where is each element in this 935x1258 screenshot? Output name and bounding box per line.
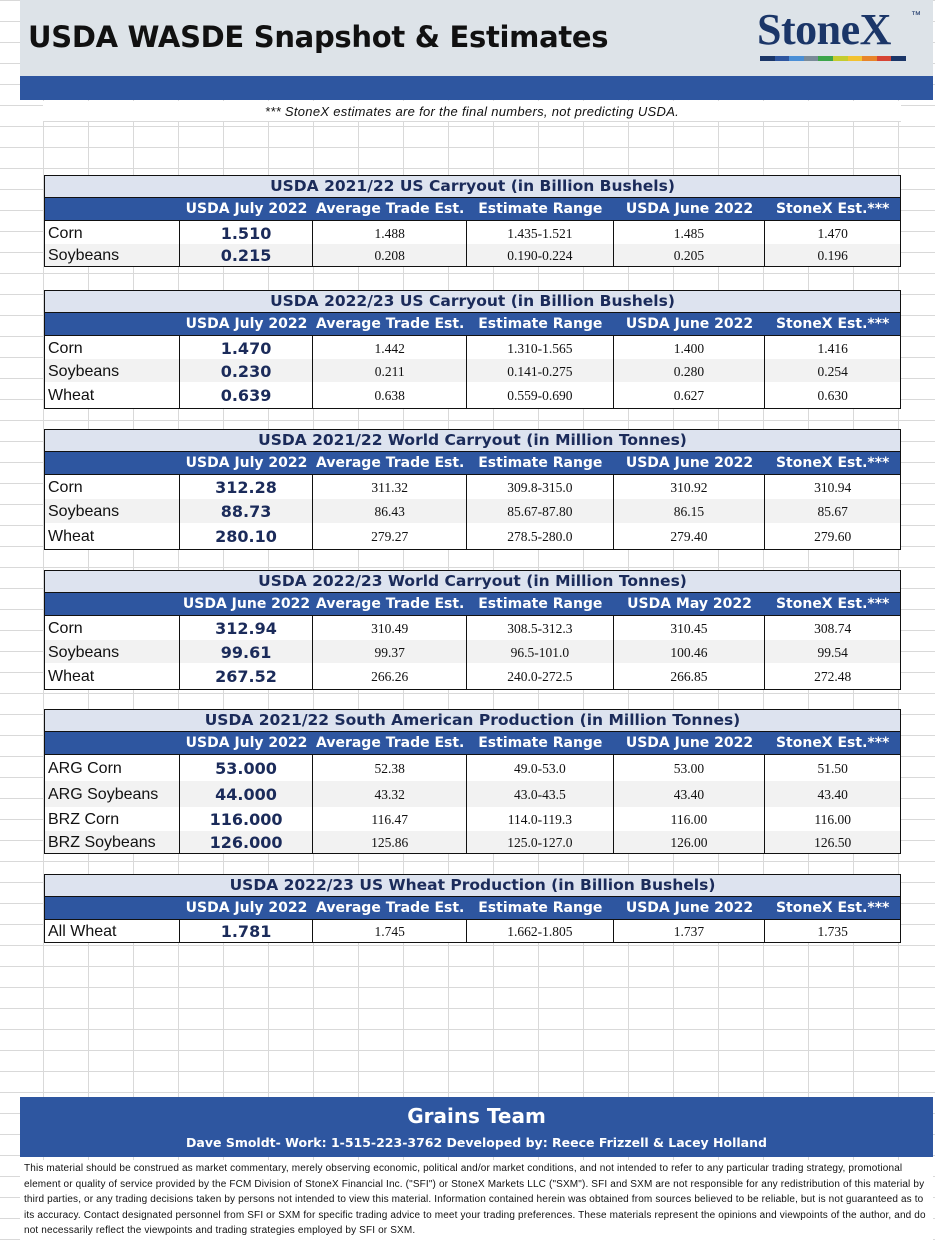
cell-label: Corn xyxy=(45,336,180,359)
logo-color-segment xyxy=(804,56,819,61)
column-header-avg-trade-est: Average Trade Est. xyxy=(316,900,465,916)
header-band xyxy=(20,76,933,100)
column-header-avg-trade-est: Average Trade Est. xyxy=(316,455,465,471)
table-row xyxy=(45,244,900,266)
cell-label: Wheat xyxy=(45,663,180,689)
cell-usda-prior: 0.627 xyxy=(614,382,766,408)
cell-usda-prior: 310.92 xyxy=(614,475,766,499)
column-header-avg-trade-est: Average Trade Est. xyxy=(316,596,465,612)
cell-stonex-est: 1.735 xyxy=(817,924,848,939)
logo-wordmark: StoneX xyxy=(757,5,891,54)
column-header-stonex-est: StoneX Est.*** xyxy=(775,735,890,751)
cell-avg-trade-est: 266.26 xyxy=(313,663,467,689)
cell-usda-prior: 126.00 xyxy=(614,831,766,853)
cell-avg-trade-est: 1.488 xyxy=(313,221,467,244)
cell-usda-prior: 279.40 xyxy=(614,523,766,549)
cell-estimate-range: 85.67-87.80 xyxy=(467,499,614,523)
cell-label: Wheat xyxy=(45,523,180,549)
cell-stonex-est: 126.50 xyxy=(814,835,852,850)
estimate-note: *** StoneX estimates are for the final numbers, not predicting USDA. xyxy=(43,101,901,122)
column-header-avg-trade-est: Average Trade Est. xyxy=(316,735,465,751)
table-header-row xyxy=(45,452,900,475)
table-row xyxy=(45,663,900,689)
cell-usda-prior: 1.400 xyxy=(614,336,766,359)
cell-stonex-est: 116.00 xyxy=(814,812,851,827)
cell-usda-current: 267.52 xyxy=(180,663,314,689)
table-row xyxy=(45,336,900,359)
cell-stonex-est: 0.254 xyxy=(817,364,848,379)
cell-stonex-est: 279.60 xyxy=(814,529,852,544)
column-header-usda-current: USDA July 2022 xyxy=(185,900,308,916)
cell-usda-prior: 43.40 xyxy=(614,781,766,807)
column-header-label xyxy=(45,313,180,335)
cell-stonex-est: 51.50 xyxy=(817,761,848,776)
cell-avg-trade-est: 310.49 xyxy=(313,616,467,640)
column-header-estimate-range: Estimate Range xyxy=(478,455,603,471)
cell-usda-current: 0.215 xyxy=(180,244,314,266)
estimates-table xyxy=(44,570,901,690)
cell-stonex-est: 0.196 xyxy=(817,248,848,263)
cell-estimate-range: 0.141-0.275 xyxy=(467,359,614,382)
table-row xyxy=(45,831,900,853)
column-header-usda-prior: USDA May 2022 xyxy=(627,596,752,612)
logo-trademark: ™ xyxy=(911,10,921,21)
cell-estimate-range: 43.0-43.5 xyxy=(467,781,614,807)
table-header-row xyxy=(45,732,900,755)
cell-usda-current: 0.230 xyxy=(180,359,314,382)
cell-label: All Wheat xyxy=(45,920,180,942)
cell-usda-current: 99.61 xyxy=(180,640,314,663)
cell-estimate-range: 1.435-1.521 xyxy=(467,221,614,244)
table-header-row xyxy=(45,198,900,221)
table-title: USDA 2022/23 US Carryout (in Billion Bushels) xyxy=(45,291,900,313)
cell-label: BRZ Soybeans xyxy=(45,831,180,853)
footer-banner xyxy=(20,1097,933,1157)
column-header-usda-current: USDA July 2022 xyxy=(185,455,308,471)
estimates-table xyxy=(44,709,901,854)
cell-estimate-range: 0.190-0.224 xyxy=(467,244,614,266)
column-header-usda-prior: USDA June 2022 xyxy=(625,201,754,217)
cell-usda-prior: 266.85 xyxy=(614,663,766,689)
cell-stonex-est: 43.40 xyxy=(817,787,848,802)
logo-color-segment xyxy=(833,56,848,61)
cell-usda-current: 1.510 xyxy=(180,221,314,244)
cell-usda-current: 116.000 xyxy=(180,807,314,831)
cell-estimate-range: 308.5-312.3 xyxy=(467,616,614,640)
table-title: USDA 2021/22 South American Production (in Million Tonnes) xyxy=(45,710,900,732)
logo-color-segment xyxy=(877,56,892,61)
column-header-estimate-range: Estimate Range xyxy=(478,900,603,916)
cell-stonex-est: 1.416 xyxy=(817,341,848,356)
cell-estimate-range: 1.662-1.805 xyxy=(467,920,614,942)
table-title: USDA 2021/22 World Carryout (in Million Tonnes) xyxy=(45,430,900,452)
table-title: USDA 2022/23 US Wheat Production (in Billion Bushels) xyxy=(45,875,900,897)
column-header-stonex-est: StoneX Est.*** xyxy=(775,201,890,217)
column-header-usda-current: USDA June 2022 xyxy=(182,596,311,612)
cell-usda-current: 312.28 xyxy=(180,475,314,499)
cell-usda-current: 0.639 xyxy=(180,382,314,408)
cell-usda-prior: 1.485 xyxy=(614,221,766,244)
cell-avg-trade-est: 0.211 xyxy=(313,359,467,382)
cell-usda-current: 312.94 xyxy=(180,616,314,640)
logo-color-segment xyxy=(789,56,804,61)
cell-avg-trade-est: 0.208 xyxy=(313,244,467,266)
table-row xyxy=(45,221,900,244)
disclaimer-text: This material should be construed as market commentary, merely observing economic, political and/or market conditions, and not intended to refer to any particular trading strategy, promotional element or quality of service provided by the FCM Division of StoneX Financial Inc. ("SFI") or StoneX Markets LLC ("SXM"). SFI and SXM are not responsible for any redistribution of this material by third parties, or any trading decisions taken by persons not intended to view this material. Information contained herein was obtained from sources believed to be reliable, but is not guaranteed as to its accuracy. Contact designated personnel from SFI or SXM for specific trading advice to meet your trading preferences. These materials represent the opinions and viewpoints of the author, and do not necessarily reflect the viewpoints and trading strategies employed by SFI or SXM. xyxy=(20,1160,933,1258)
cell-estimate-range: 114.0-119.3 xyxy=(467,807,614,831)
table-row xyxy=(45,359,900,382)
column-header-usda-current: USDA July 2022 xyxy=(185,316,308,332)
cell-usda-prior: 116.00 xyxy=(614,807,766,831)
cell-label: BRZ Corn xyxy=(45,807,180,831)
cell-usda-prior: 1.737 xyxy=(614,920,766,942)
cell-avg-trade-est: 99.37 xyxy=(313,640,467,663)
cell-estimate-range: 309.8-315.0 xyxy=(467,475,614,499)
column-header-estimate-range: Estimate Range xyxy=(478,596,603,612)
table-row xyxy=(45,807,900,831)
column-header-usda-prior: USDA June 2022 xyxy=(625,455,754,471)
cell-stonex-est: 99.54 xyxy=(817,645,848,660)
cell-usda-current: 280.10 xyxy=(180,523,314,549)
column-header-label xyxy=(45,452,180,474)
cell-usda-prior: 0.205 xyxy=(614,244,766,266)
table-row xyxy=(45,382,900,408)
estimates-table xyxy=(44,290,901,409)
cell-estimate-range: 278.5-280.0 xyxy=(467,523,614,549)
cell-stonex-est: 1.470 xyxy=(817,226,848,241)
cell-avg-trade-est: 125.86 xyxy=(313,831,467,853)
cell-usda-prior: 100.46 xyxy=(614,640,766,663)
cell-avg-trade-est: 0.638 xyxy=(313,382,467,408)
logo-color-bar xyxy=(760,56,906,61)
cell-label: Corn xyxy=(45,221,180,244)
cell-estimate-range: 96.5-101.0 xyxy=(467,640,614,663)
cell-estimate-range: 125.0-127.0 xyxy=(467,831,614,853)
report-header xyxy=(20,0,933,76)
cell-usda-prior: 53.00 xyxy=(614,755,766,781)
table-row xyxy=(45,755,900,781)
estimates-table xyxy=(44,429,901,550)
column-header-estimate-range: Estimate Range xyxy=(478,316,603,332)
logo-color-segment xyxy=(818,56,833,61)
table-row xyxy=(45,781,900,807)
cell-label: Corn xyxy=(45,616,180,640)
column-header-stonex-est: StoneX Est.*** xyxy=(775,455,890,471)
cell-avg-trade-est: 311.32 xyxy=(313,475,467,499)
column-header-usda-current: USDA July 2022 xyxy=(185,735,308,751)
table-row xyxy=(45,475,900,499)
column-header-stonex-est: StoneX Est.*** xyxy=(775,900,890,916)
column-header-usda-prior: USDA June 2022 xyxy=(625,316,754,332)
cell-avg-trade-est: 43.32 xyxy=(313,781,467,807)
cell-estimate-range: 240.0-272.5 xyxy=(467,663,614,689)
cell-usda-current: 44.000 xyxy=(180,781,314,807)
estimates-table xyxy=(44,874,901,943)
column-header-usda-prior: USDA June 2022 xyxy=(625,900,754,916)
table-header-row xyxy=(45,593,900,616)
cell-usda-current: 53.000 xyxy=(180,755,314,781)
cell-stonex-est: 310.94 xyxy=(814,480,852,495)
logo-color-segment xyxy=(891,56,906,61)
footer-title: Grains Team xyxy=(407,1104,546,1128)
table-title: USDA 2022/23 World Carryout (in Million Tonnes) xyxy=(45,571,900,593)
cell-avg-trade-est: 86.43 xyxy=(313,499,467,523)
cell-label: Soybeans xyxy=(45,640,180,663)
stonex-logo xyxy=(757,4,921,66)
cell-stonex-est: 0.630 xyxy=(817,388,848,403)
cell-stonex-est: 272.48 xyxy=(814,669,852,684)
cell-avg-trade-est: 52.38 xyxy=(313,755,467,781)
cell-label: Soybeans xyxy=(45,244,180,266)
table-row xyxy=(45,616,900,640)
cell-usda-current: 126.000 xyxy=(180,831,314,853)
cell-usda-prior: 86.15 xyxy=(614,499,766,523)
cell-estimate-range: 1.310-1.565 xyxy=(467,336,614,359)
logo-color-segment xyxy=(862,56,877,61)
column-header-avg-trade-est: Average Trade Est. xyxy=(316,201,465,217)
estimates-table xyxy=(44,175,901,267)
report-title: USDA WASDE Snapshot & Estimates xyxy=(28,20,609,54)
cell-label: Wheat xyxy=(45,382,180,408)
cell-label: ARG Soybeans xyxy=(45,781,180,807)
column-header-avg-trade-est: Average Trade Est. xyxy=(316,316,465,332)
column-header-label xyxy=(45,732,180,754)
cell-usda-current: 88.73 xyxy=(180,499,314,523)
table-header-row xyxy=(45,313,900,336)
table-header-row xyxy=(45,897,900,920)
table-row xyxy=(45,499,900,523)
cell-label: ARG Corn xyxy=(45,755,180,781)
column-header-label xyxy=(45,593,180,615)
cell-estimate-range: 49.0-53.0 xyxy=(467,755,614,781)
column-header-usda-prior: USDA June 2022 xyxy=(625,735,754,751)
cell-estimate-range: 0.559-0.690 xyxy=(467,382,614,408)
cell-usda-current: 1.470 xyxy=(180,336,314,359)
logo-color-segment xyxy=(848,56,863,61)
column-header-stonex-est: StoneX Est.*** xyxy=(775,316,890,332)
column-header-estimate-range: Estimate Range xyxy=(478,201,603,217)
cell-label: Soybeans xyxy=(45,499,180,523)
cell-avg-trade-est: 1.442 xyxy=(313,336,467,359)
table-row xyxy=(45,920,900,942)
cell-avg-trade-est: 279.27 xyxy=(313,523,467,549)
cell-stonex-est: 85.67 xyxy=(817,504,848,519)
cell-usda-prior: 0.280 xyxy=(614,359,766,382)
cell-label: Corn xyxy=(45,475,180,499)
logo-color-segment xyxy=(775,56,790,61)
cell-avg-trade-est: 116.47 xyxy=(313,807,467,831)
column-header-estimate-range: Estimate Range xyxy=(478,735,603,751)
column-header-label xyxy=(45,198,180,220)
table-title: USDA 2021/22 US Carryout (in Billion Bushels) xyxy=(45,176,900,198)
table-row xyxy=(45,523,900,549)
table-row xyxy=(45,640,900,663)
column-header-stonex-est: StoneX Est.*** xyxy=(775,596,890,612)
logo-color-segment xyxy=(760,56,775,61)
cell-usda-prior: 310.45 xyxy=(614,616,766,640)
cell-avg-trade-est: 1.745 xyxy=(313,920,467,942)
footer-contact: Dave Smoldt- Work: 1-515-223-3762 Developed by: Reece Frizzell & Lacey Holland xyxy=(186,1135,767,1150)
cell-usda-current: 1.781 xyxy=(180,920,314,942)
cell-label: Soybeans xyxy=(45,359,180,382)
column-header-usda-current: USDA July 2022 xyxy=(185,201,308,217)
column-header-label xyxy=(45,897,180,919)
cell-stonex-est: 308.74 xyxy=(814,621,852,636)
